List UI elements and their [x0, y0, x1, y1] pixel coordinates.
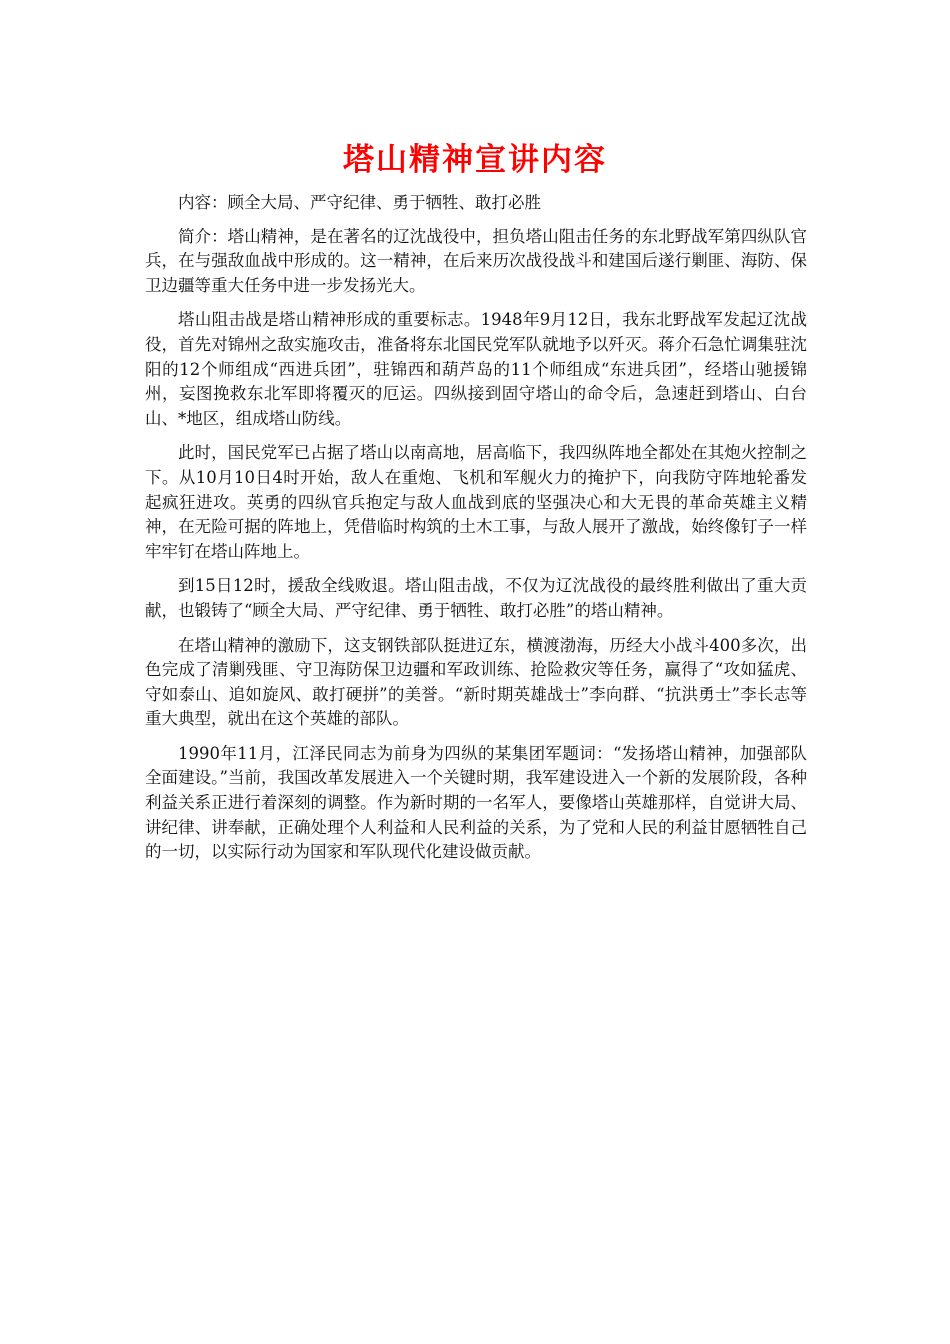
paragraph-defense: 此时，国民党军已占据了塔山以南高地，居高临下，我四纵阵地全都处在其炮火控制之下。从10月10日4时开始，敌人在重炮、飞机和军舰火力的掩护下，向我防守阵地轮番发起疯狂进攻。英勇的四纵官兵抱定与敌人血战到底的坚强决心和大无畏的革命英雄主义精神，在无险可据的阵地上，凭借临时构筑的土木工事，与敌人展开了激战，始终像钉子一样牢牢钉在塔山阵地上。: [145, 443, 807, 561]
paragraph-inspiration: 在塔山精神的激励下，这支钢铁部队挺进辽东，横渡渤海，历经大小战斗400多次，出色完成了清剿残匪、守卫海防保卫边疆和军政训练、抢险救灾等任务，赢得了“攻如猛虎、守如泰山、追如旋风、敢打硬拼”的美誉。“新时期英雄战士”李向群、“抗洪勇士”李长志等重大典型，就出在这个英雄的部队。: [145, 635, 807, 729]
paragraph-content-summary: 内容：顾全大局、严守纪律、勇于牺牲、敢打必胜: [178, 193, 541, 212]
paragraph-introduction: 简介：塔山精神，是在著名的辽沈战役中，担负塔山阻击任务的东北野战军第四纵队官兵，在与强敌血战中形成的。这一精神，在后来历次战役战斗和建国后遂行剿匪、海防、保卫边疆等重大任务中进一步发扬光大。: [145, 226, 807, 295]
paragraph-victory: 到15日12时，援敌全线败退。塔山阻击战，不仅为辽沈战役的最终胜利做出了重大贡献，也锻铸了“顾全大局、严守纪律、勇于牺牲、敢打必胜”的塔山精神。: [145, 576, 807, 620]
paragraph-tashan-battle: 塔山阻击战是塔山精神形成的重要标志。1948年9月12日，我东北野战军发起辽沈战役，首先对锦州之敌实施攻击，准备将东北国民党军队就地予以歼灭。蒋介石急忙调集驻沈阳的12个师组成“西进兵团”，驻锦西和葫芦岛的11个师组成“东进兵团”，经塔山驰援锦州，妄图挽救东北军即将覆灭的厄运。四纵接到固守塔山的命令后，急速赶到塔山、白台山、*地区，组成塔山防线。: [145, 310, 807, 428]
paragraph-inscription: 1990年11月，江泽民同志为前身为四纵的某集团军题词：“发扬塔山精神，加强部队全面建设。”当前，我国改革发展进入一个关键时期，我军建设进入一个新的发展阶段，各种利益关系正进行着深刻的调整。作为新时期的一名军人，要像塔山英雄那样，自觉讲大局、讲纪律、讲奉献，正确处理个人利益和人民利益的关系，为了党和人民的利益甘愿牺牲自己的一切，以实际行动为国家和军队现代化建设做贡献。: [145, 743, 807, 862]
document-title: 塔山精神宣讲内容: [343, 142, 607, 178]
document-body: [145, 191, 807, 875]
